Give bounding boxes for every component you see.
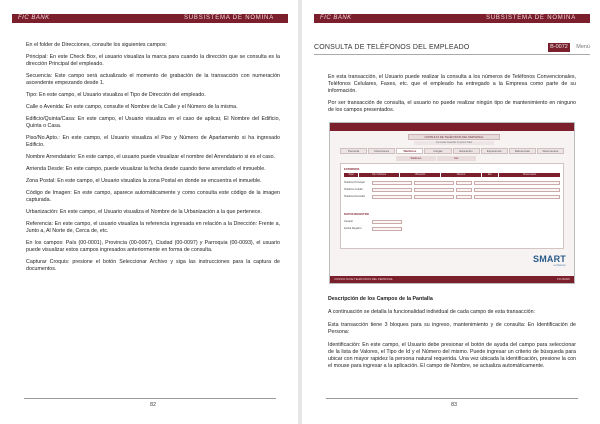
brand-logo: FIC BANK: [18, 15, 50, 21]
field-label: Usuario: [344, 220, 353, 223]
right-page: [302, 0, 600, 424]
grid-row: [344, 180, 560, 185]
paragraph: Por ser transacción de consulta, el usuario no puede realizar ningún tipo de mantenimiento en ninguno de los campos presentados.: [328, 100, 576, 113]
tab-cargas[interactable]: Cargas: [424, 148, 451, 154]
subtab-telefonos[interactable]: Teléfonos: [396, 156, 436, 161]
paragraph: Identificación: En este campo, el Usuario debe presionar el botón de ayuda del campo para seleccionar de la lista de Valores, el Tipo de Id y el Número del mismo. Puede ingresar un criterio de búsqueda para ubicar con mayor rapidez la persona natural requerida. Una vez ubicada la identificación, presione la con el mouse para ingresar a la aplicación. El campo de Nombre, se actualiza automáticamente.: [328, 342, 576, 369]
row-label: Teléfono Principal: [344, 181, 365, 184]
col-observacion: Observación: [499, 173, 560, 177]
page-header-left: [12, 14, 288, 23]
tab-telefonos[interactable]: Teléfonos: [396, 148, 423, 154]
grid-row: [344, 187, 560, 192]
col-ext: Ext.: [482, 173, 498, 177]
paragraph: En esta transacción, el Usuario puede realizar la consulta a los números de Teléfonos Convencionales, Teléfonos Celulares, Faxes, etc. que el empleado ha entregado a la Empresa como parte de su información.: [328, 74, 576, 94]
field-description: [328, 296, 576, 376]
row-label: Teléfono Celular: [344, 188, 363, 191]
system-title: SUBSISTEMA DE NÓMINA: [183, 15, 274, 21]
col-tipo: Tipo Teléfono: [359, 173, 399, 177]
brand-logo: FIC BANK: [320, 15, 352, 21]
paragraph: Tipo: En este campo, el Usuario visualiza el Tipo de Dirección del empleado.: [26, 92, 206, 98]
paragraph: Código de Imagen: En este campo, aparece automáticamente y como consulta este código de la imagen capturada.: [26, 190, 280, 203]
paragraph: Esta transacción tiene 3 bloques para su ingreso, mantenimiento y de consulta: En Identificación de Persona:: [328, 322, 576, 335]
form-toolbar[interactable]: Consulta Guardar Imprimir Salir: [414, 141, 494, 145]
row-field[interactable]: [474, 188, 560, 192]
form-panel: [340, 163, 564, 249]
smart-logo-text: SMART: [533, 254, 566, 264]
form-screenshot: [329, 122, 575, 284]
tab-personal[interactable]: Personal: [340, 148, 367, 154]
field-label: Fecha Registro: [344, 227, 362, 230]
row-field[interactable]: [414, 188, 454, 192]
row-field[interactable]: [474, 195, 560, 199]
row-field[interactable]: [456, 195, 472, 199]
tab-educacion[interactable]: Educación: [453, 148, 480, 154]
row-field[interactable]: [456, 181, 472, 185]
paragraph: Calle o Avenida: En este campo, consulte el Nombre de la Calle y el Número de la misma.: [26, 104, 238, 110]
smart-logo: [533, 255, 566, 267]
paragraph: Zona Postal: En este campo, el Usuario visualiza la zona Postal en donde se encuentra el inmueble.: [26, 178, 262, 184]
form-tabs: [340, 148, 564, 154]
section-label: EXTERNOS: [344, 167, 360, 171]
description-heading: Descripción de los Campos de la Pantalla: [328, 296, 433, 302]
status-left: CONSULTA DE TELÉFONOS DEL PERSONAL: [334, 277, 394, 281]
section-label: DATOS REGISTRO: [344, 212, 369, 216]
footer-rule: [326, 398, 578, 399]
col-ubicacion: Ubicación: [400, 173, 440, 177]
row-field[interactable]: [474, 181, 560, 185]
paragraph: Referencia: En este campo, el usuario visualiza la referencia ingresada en relación a la Dirección: Frente a, Junto a, Al Norte de, Cerca de, etc.: [26, 221, 280, 234]
status-bar: [330, 276, 574, 283]
status-right: FIC BANK: [557, 277, 570, 281]
tab-direcciones[interactable]: Direcciones: [368, 148, 395, 154]
row-label: Teléfono Domicilio: [344, 195, 366, 198]
col-ppal: Ppal: [344, 173, 358, 177]
paragraph: Secuencia: Este campo será actualizado el momento de grabación de la transacción con numeración ascendente empezando desde 1.: [26, 73, 280, 86]
lower-field: [344, 226, 402, 231]
field-input[interactable]: [372, 220, 402, 224]
title-rule: [314, 54, 590, 55]
row-field[interactable]: [372, 195, 412, 199]
section-title: CONSULTA DE TELÉFONOS DEL EMPLEADO: [314, 44, 470, 51]
subtab-fax[interactable]: Fax: [437, 156, 477, 161]
app-topbar: [330, 123, 574, 131]
footer-rule: [24, 398, 276, 399]
left-page: [0, 0, 298, 424]
tab-experiencia[interactable]: Experiencia: [481, 148, 508, 154]
smart-logo-sub: software: [553, 264, 566, 267]
page-number: 83: [451, 402, 458, 408]
paragraph: Principal: En este Check Box, el usuario visualiza la marca para cuando la dirección que se consulta es la dirección Principal del empleado.: [26, 54, 280, 67]
system-title: SUBSISTEMA DE NÓMINA: [485, 15, 576, 21]
form-subtabs: [396, 156, 476, 161]
page-number: 82: [150, 402, 157, 408]
paragraph: En los campos: País (00-0001), Provincia (00-0067), Ciudad (00-0097) y Parroquia (00-0093), el usuario puede visualizar estos campos ingresados anteriormente en forma de consulta.: [26, 240, 280, 253]
row-field[interactable]: [372, 181, 412, 185]
menu-link[interactable]: Menú: [576, 44, 590, 50]
row-field[interactable]: [414, 181, 454, 185]
field-input[interactable]: [372, 227, 402, 231]
paragraph: Edificio/Quinta/Casa: En este campo, el Usuario visualiza en el caso de aplicar, El Nombre del Edificio, Quinta o Casa.: [26, 116, 280, 129]
row-field[interactable]: [372, 188, 412, 192]
tab-documentos[interactable]: Documentos: [537, 148, 564, 154]
paragraph: Nombre Arrendatario: En este campo, el usuario puede visualizar el nombre del Arrendatario si es el caso.: [26, 154, 276, 160]
grid-row: [344, 194, 560, 199]
row-field[interactable]: [414, 195, 454, 199]
paragraph: Urbanización: En este campo, el Usuario visualiza el Nombre de la Urbanización a la que pertenece.: [26, 209, 262, 215]
paragraph: En el folder de Direcciones, consulte los siguientes campos:: [26, 42, 168, 48]
left-body: [26, 42, 280, 278]
intro-text: [328, 74, 576, 119]
transaction-code: B-0072: [548, 43, 570, 52]
tab-referencias[interactable]: Referencias: [509, 148, 536, 154]
paragraph: Capturar Croquis: presione el botón Seleccionar Archivo y siga las instrucciones para la captura de documentos.: [26, 259, 280, 272]
lower-field: [344, 219, 402, 224]
grid-header: [344, 173, 560, 177]
col-numero: Número: [441, 173, 481, 177]
row-field[interactable]: [456, 188, 472, 192]
paragraph: Arrienda Desde: En este campo, puede visualizar la fecha desde cuando tiene arrendado el inmueble.: [26, 166, 266, 172]
paragraph: Piso/No.Apto.: En este campo, el Usuario visualiza el Piso y Número de Apartamento si ha ingresado Edificio.: [26, 135, 280, 148]
page-header-right: [314, 14, 590, 23]
paragraph: A continuación se detalla la funcionalidad individual de cada campo de esta transacción:: [328, 309, 536, 315]
window-title: CONSULTA DE TELÉFONOS DEL PERSONAL: [408, 134, 500, 140]
